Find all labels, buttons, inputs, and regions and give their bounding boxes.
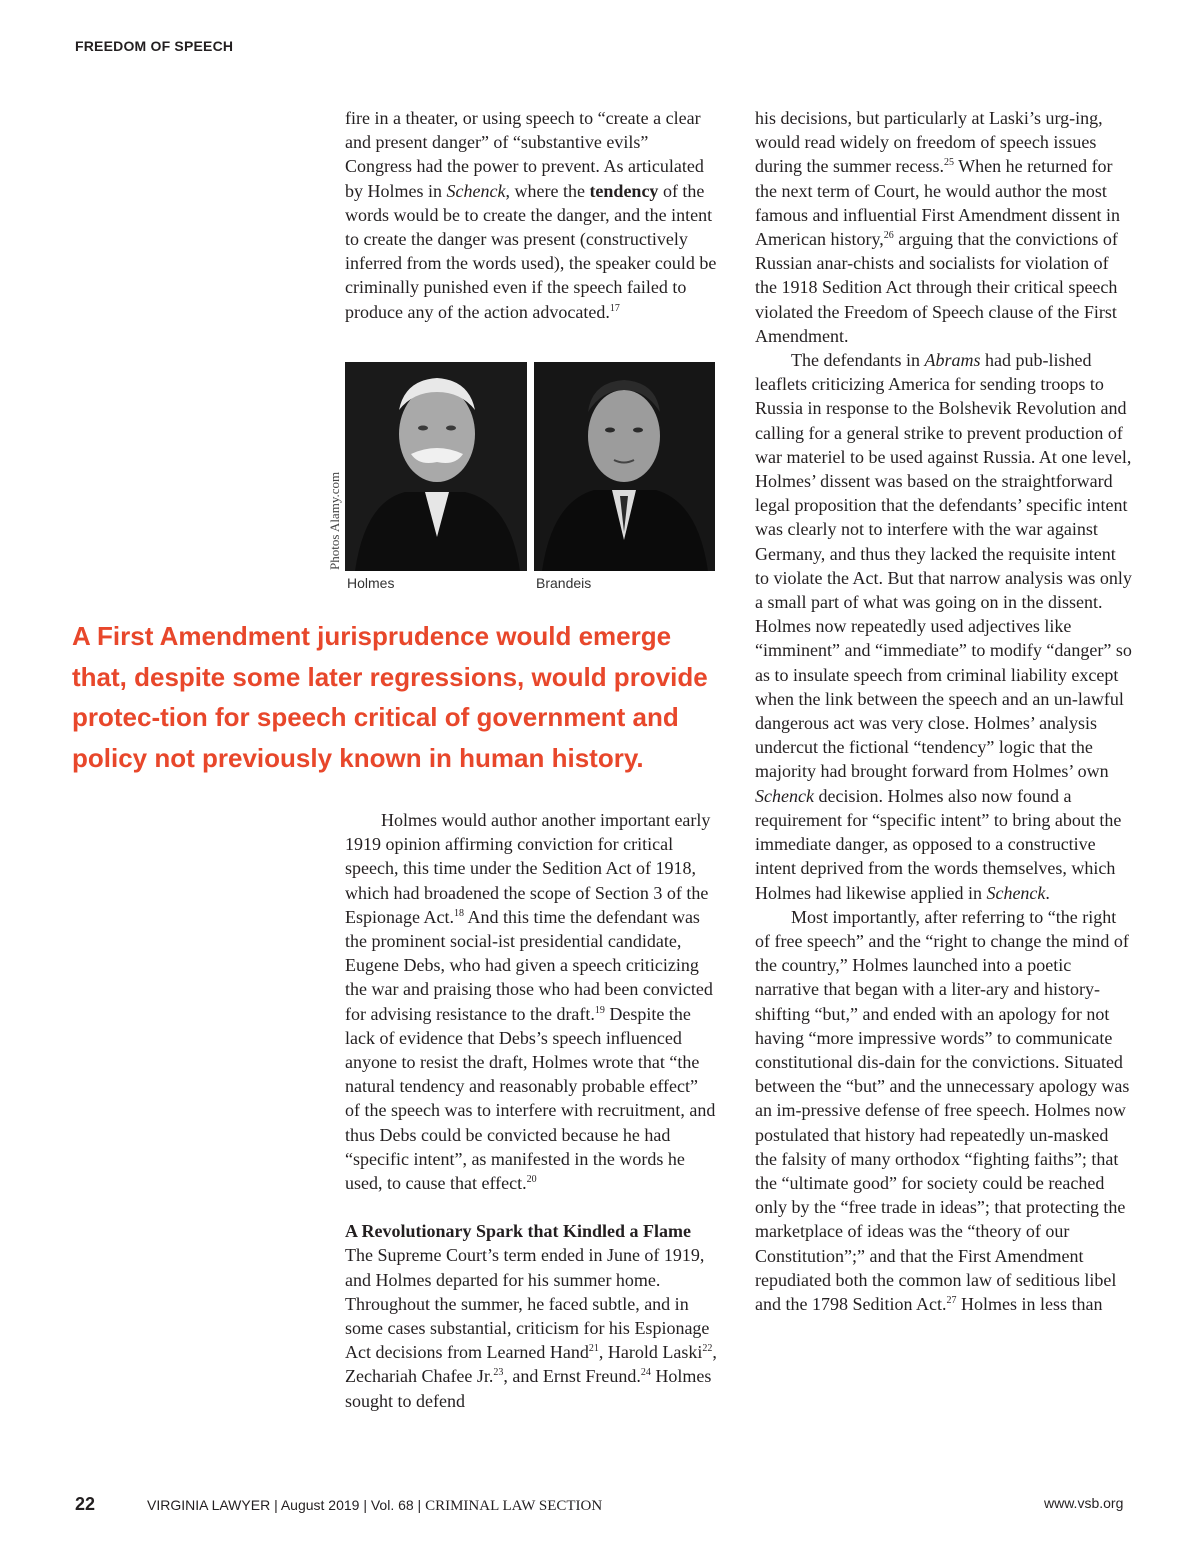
text-run: , Harold Laski — [598, 1342, 703, 1363]
running-head: FREEDOM OF SPEECH — [75, 38, 234, 54]
photo-caption-holmes: Holmes — [347, 575, 395, 591]
footer-publication — [147, 1497, 602, 1515]
footnote-ref: 19 — [594, 1004, 605, 1016]
footnote-ref: 17 — [609, 302, 620, 314]
article-column-right — [755, 106, 1133, 1316]
paragraph — [345, 1243, 717, 1412]
footnote-ref: 25 — [943, 157, 954, 169]
text-run: , Zechariah Chafee Jr. — [345, 1342, 717, 1387]
paragraph — [755, 106, 1133, 348]
paragraph — [345, 808, 717, 1195]
footnote-ref: 21 — [588, 1343, 599, 1355]
text-run: arguing that the convictions of Russian anar-chists and socialists for violation of the 1918 Sedition Act through their critical speech violated the Freedom of Speech clause of the First Amendment. — [755, 229, 1118, 346]
case-name: Abrams — [924, 350, 981, 371]
text-run: Holmes would author another important early 1919 opinion affirming conviction for critical speech, this time under the Sedition Act of 1918, which had broadened the scope of Section 3 of the Espionage Act. — [345, 810, 711, 927]
section-heading: A Revolutionary Spark that Kindled a Flame — [345, 1221, 692, 1242]
text-run: . — [1045, 882, 1050, 903]
footnote-ref: 23 — [493, 1367, 504, 1379]
footer-url-link[interactable]: www.vsb.org — [1044, 1495, 1124, 1511]
holmes-portrait — [345, 362, 527, 571]
paragraph — [755, 905, 1133, 1316]
emphasized-term: tendency — [589, 180, 659, 201]
text-run: decision. Holmes also now found a requirement for “specific intent” to bring about the immediate danger, as opposed to a constructive intent deprived from the words themselves, which Holmes had likewise applied in — [755, 785, 1122, 903]
section-name: CRIMINAL LAW SECTION — [425, 1498, 603, 1514]
photo-credit: Photos Alamy.com — [327, 471, 342, 570]
text-run: Holmes in less than — [956, 1293, 1103, 1314]
text-run: The defendants in — [791, 350, 925, 371]
portrait-illustration — [534, 362, 715, 571]
text-run: had pub-lished leaflets criticizing America for sending troops to Russia in response to the Bolshevik Revolution and calling for a general strike to prevent production of war materiel to be used against Russia. At one level, Holmes’ dissent was based on the straightforward legal proposition that the defendants’ specific intent was clearly not to interfere with the war against Germany, and thus they lacked the requisite intent to violate the Act. But that narrow analysis was only a small part of what was going on in the dissent. Holmes now repeatedly used adjectives like “imminent” and “immediate” to modify “danger” so as to insulate speech from criminal liability except when the link between the speech and an un-lawful dangerous act was very close. Holmes’ analysis undercut the fictional “tendency” logic that the majority had brought forward from Holmes’ own — [755, 350, 1132, 782]
pull-quote: A First Amendment jurisprudence would emerge that, despite some later regressions, would provide protec-tion for speech critical of government and policy not previously known in human history. — [72, 621, 708, 773]
text-run: The Supreme Court’s term ended in June of 1919, and Holmes departed for his summer home. Throughout the summer, he faced subtle, and in some cases substantial, criticism for his Espionage Act decisions from Learned Hand — [345, 1245, 710, 1363]
footnote-ref: 26 — [883, 230, 894, 242]
case-name: Schenck — [986, 882, 1046, 903]
footnote-ref: 24 — [640, 1367, 651, 1379]
portrait-illustration — [345, 362, 527, 571]
footnote-ref: 20 — [526, 1174, 537, 1186]
text-run: fire in a theater, or using speech to “create a clear and present danger” of “substantive evils” Congress had the power to prevent. As articulated by Holmes in — [345, 108, 704, 201]
paragraph — [755, 348, 1133, 905]
case-name: Schenck — [755, 785, 814, 806]
text-run: his decisions, but particularly at Laski’s urg-ing, would read widely on freedom of speech issues during the summer recess. — [755, 108, 1103, 177]
footnote-ref: 27 — [946, 1294, 957, 1306]
text-run: And this time the defendant was the prominent social-ist presidential candidate, Eugene Debs, who had given a speech criticizing the war and praising those who had been convicted for advising resistance to the draft. — [345, 906, 713, 1024]
text-run: When he returned for the next term of Court, he would author the most famous and influential First Amendment dissent in American history, — [755, 156, 1120, 250]
text-run: Most importantly, after referring to “the right of free speech” and the “right to change the mind of the country,” Holmes launched into a poetic narrative that began with a liter-ary and history-shifting “but,” and ended with an apology for not having “more impressive words” to communicate constitutional dis-dain for the convictions. Situated between the “but” and the unnecessary apology was an im-pressive defense of free speech. Holmes now postulated that history had repeatedly un-masked the falsity of many orthodox “fighting faiths”; that the “ultimate good” for society could be reached only by the “free trade in ideas”; that protecting the marketplace of ideas was the “theory of our Constitution”;” and that the First Amendment repudiated both the common law of seditious libel and the 1798 Sedition Act. — [755, 906, 1130, 1314]
text-run: , where the — [505, 180, 590, 201]
text-run: Holmes sought to defend — [345, 1366, 712, 1411]
footnote-ref: 22 — [702, 1343, 713, 1355]
footnote-ref: 18 — [453, 907, 464, 919]
publication-info: VIRGINIA LAWYER | August 2019 | Vol. 68 | — [147, 1497, 426, 1513]
text-run: , and Ernst Freund. — [503, 1366, 641, 1387]
text-run: of the words would be to create the danger, and the intent to create the danger was present (constructively inferred from the words used), the speaker could be criminally punished even if the speech failed to produce any of the action advocated. — [345, 180, 717, 322]
article-column-middle-top — [345, 106, 717, 324]
brandeis-portrait — [534, 362, 715, 571]
paragraph — [345, 106, 717, 324]
photo-caption-brandeis: Brandeis — [536, 575, 592, 591]
article-column-middle-bottom — [345, 808, 717, 1413]
page-number: 22 — [75, 1494, 96, 1514]
text-run: Despite the lack of evidence that Debs’s speech influenced anyone to resist the draft, Holmes wrote that “the natural tendency and reasonably probable effect” of the speech was to interfere with recruitment, and thus Debs could be convicted because he had “specific intent”, as manifested in the words he used, to cause that effect. — [345, 1003, 716, 1194]
case-name: Schenck — [446, 180, 506, 201]
